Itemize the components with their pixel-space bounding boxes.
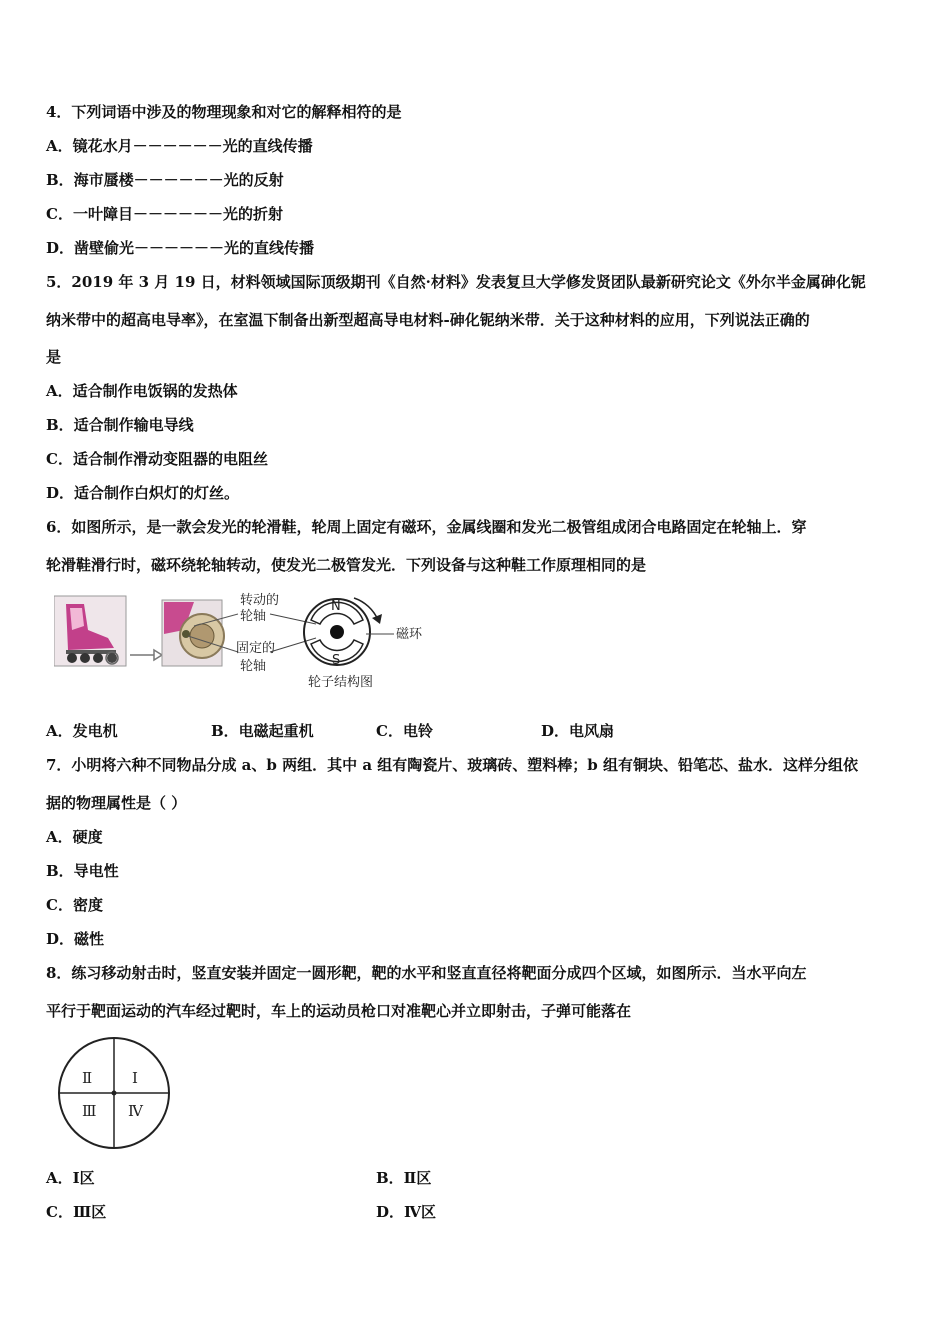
q4-option-d: D．凿壁偷光－－－－－－光的直线传播 [46,239,315,257]
q6-stem-line-2: 轮滑鞋滑行时，磁环绕轮轴转动，使发光二极管发光．下列设备与这种鞋工作原理相同的是 [46,556,647,574]
region-1-label: Ⅰ [132,1069,138,1087]
q4-option-a: A．镜花水月－－－－－－光的直线传播 [46,137,313,155]
q8-stem-line-1: 8．练习移动射击时，竖直安装并固定一圆形靶，靶的水平和竖直直径将靶面分成四个区域，如图所示．当水平向左 [46,964,807,982]
q7-option-c: C．密度 [46,896,103,914]
q8-option-a: A．Ⅰ区 [46,1169,95,1187]
target-figure [54,1036,174,1152]
label-north: N [331,599,341,614]
q8-option-c: C．Ⅲ区 [46,1203,107,1221]
q4-stem: 4．下列词语中涉及的物理现象和对它的解释相符的是 [46,103,402,121]
label-fixed-axle-2: 轮轴 [240,659,267,674]
q5-option-a: A．适合制作电饭锅的发热体 [46,382,238,400]
bullseye [112,1091,117,1096]
skate-photo [54,596,126,666]
region-3-label: Ⅲ [82,1102,97,1120]
q6-option-d: D．电风扇 [541,722,615,740]
q7-option-a: A．硬度 [46,828,103,846]
wheel-photo [162,600,224,666]
region-2-label: Ⅱ [82,1069,93,1087]
region-4-label: Ⅳ [128,1102,143,1120]
q7-stem-line-1: 7．小明将六种不同物品分成 a、b 两组．其中 a 组有陶瓷片、玻璃砖、塑料棒；b 组有铜块、铅笔芯、盐水．这样分组依 [46,756,858,774]
q5-option-c: C．适合制作滑动变阻器的电阻丝 [46,450,268,468]
q6-stem-line-1: 6．如图所示，是一款会发光的轮滑鞋，轮周上固定有磁环，金属线圈和发光二极管组成闭合电路固定在轮轴上．穿 [46,518,807,536]
q8-stem-line-2: 平行于靶面运动的汽车经过靶时，车上的运动员枪口对准靶心并立即射击，子弹可能落在 [46,1002,632,1020]
q7-option-b: B．导电性 [46,862,119,880]
q6-figure [54,590,434,695]
q5-stem-line-2: 纳米带中的超高电导率》，在室温下制备出新型超高导电材料-砷化铌纳米带．关于这种材料的应用，下列说法正确的 [46,311,810,329]
label-fixed-axle-1: 固定的 [236,641,276,656]
q6-option-a: A．发电机 [46,722,118,740]
label-magnet-ring: 磁环 [396,627,423,642]
q7-stem-line-2: 据的物理属性是（ ） [46,794,187,812]
q4-option-b: B．海市蜃楼－－－－－－光的反射 [46,171,284,189]
q8-option-b: B．Ⅱ区 [376,1169,432,1187]
q7-option-d: D．磁性 [46,930,105,948]
wheel-structure-diagram [270,598,394,668]
arrow-icon [130,650,162,660]
q5-option-b: B．适合制作输电导线 [46,416,194,434]
label-south: S [332,653,341,668]
q5-stem-line-3: 是 [46,348,62,366]
label-rotating-axle-2: 轮轴 [240,609,267,624]
figure-caption: 轮子结构图 [308,675,374,690]
q5-option-d: D．适合制作白炽灯的灯丝。 [46,484,240,502]
q5-stem-line-1: 5．2019 年 3 月 19 日，材料领域国际顶级期刊《自然·材料》发表复旦大学修发贤团队最新研究论文《外尔半金属砷化铌 [46,273,866,291]
q6-option-c: C．电铃 [376,722,433,740]
q4-option-c: C．一叶障目－－－－－－光的折射 [46,205,283,223]
label-rotating-axle-1: 转动的 [240,593,280,608]
q8-option-d: D．Ⅳ区 [376,1203,437,1221]
q6-option-b: B．电磁起重机 [211,722,314,740]
